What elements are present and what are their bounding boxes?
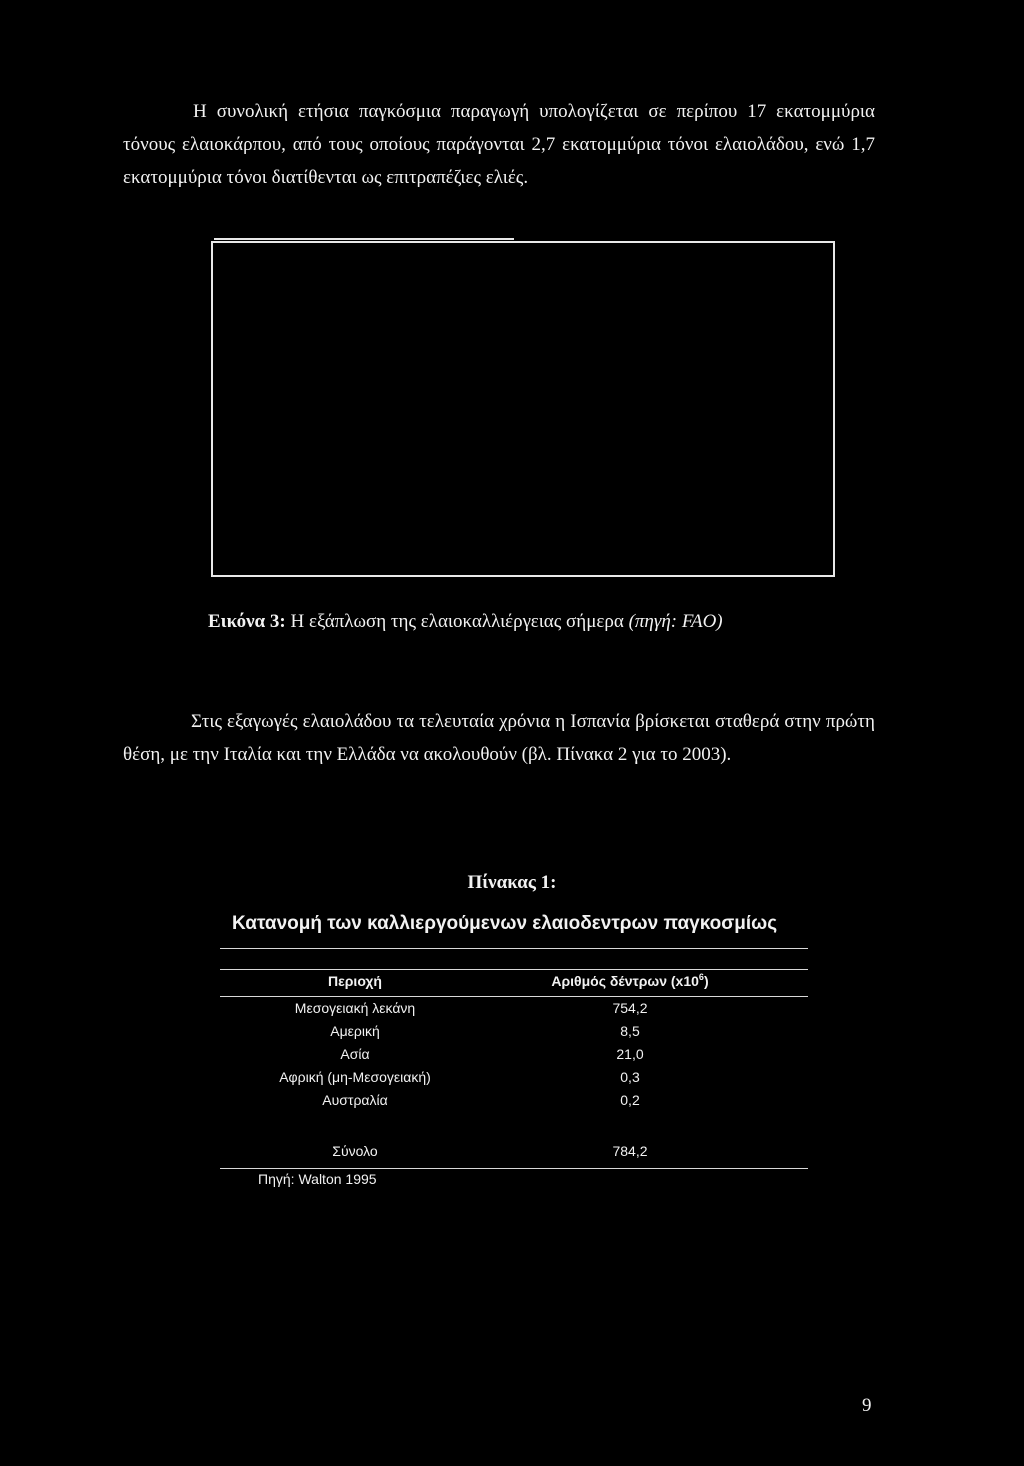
- trees-table: [220, 970, 808, 1163]
- figure-caption-text: Η εξάπλωση της ελαιοκαλλιέργειας σήμερα: [285, 611, 629, 632]
- value-cell: 0,2: [620, 1092, 640, 1108]
- table-total-row: [220, 1140, 808, 1163]
- table-source: Πηγή: Walton 1995: [258, 1171, 377, 1187]
- exports-paragraph: Στις εξαγωγές ελαιολάδου τα τελευταία χρόνια η Ισπανία βρίσκεται σταθερά στην πρώτη θέση, με την Ιταλία και την Ελλάδα να ακολουθούν (βλ. Πίνακα 2 για το 2003).: [123, 711, 875, 765]
- table-row: [220, 1066, 808, 1089]
- figure-caption-label: Εικόνα 3:: [208, 611, 286, 632]
- column-header-region: Περιοχή: [328, 973, 382, 989]
- table-title: Πίνακας 1:: [467, 872, 557, 893]
- page-number: 9: [862, 1395, 872, 1416]
- region-cell: Ασία: [340, 1046, 370, 1062]
- column-header-trees: Αριθμός δέντρων $(x10^6)$: [551, 972, 709, 989]
- table-header-row: [220, 970, 808, 993]
- region-cell: Αυστραλία: [322, 1092, 388, 1108]
- value-cell: 0,3: [620, 1069, 640, 1085]
- total-value: 784,2: [612, 1143, 648, 1159]
- value-cell: 21,0: [616, 1046, 644, 1062]
- table-rule-bottom: [220, 1168, 808, 1169]
- figure-map-placeholder: [211, 241, 835, 577]
- value-cell: 8,5: [620, 1023, 640, 1039]
- region-cell: Αμερική: [330, 1023, 380, 1039]
- table-subtitle: Κατανομή των καλλιεργούμενων ελαιοδεντρων παγκοσμίως: [232, 913, 778, 934]
- table-row: [220, 997, 808, 1020]
- region-cell: Μεσογειακή λεκάνη: [294, 1000, 416, 1016]
- table-rule-under-subtitle: [220, 948, 808, 949]
- value-cell: 754,2: [612, 1000, 648, 1016]
- intro-paragraph: Η συνολική ετήσια παγκόσμια παραγωγή υπολογίζεται σε περίπου 17 εκατομμύρια τόνους ελαιοκάρπου, από τους οποίους παράγονται 2,7 εκατομμύρια τόνοι ελαιολάδου, ενώ 1,7 εκατομμύρια τόνοι διατίθενται ως επιτραπέζιες ελιές.: [123, 101, 875, 188]
- region-cell: Αφρική (μη-Μεσογειακή): [279, 1069, 431, 1085]
- figure-caption: [208, 611, 828, 633]
- table-row: [220, 1043, 808, 1066]
- figure-caption-source: (πηγή: FAO): [628, 611, 723, 632]
- total-label: Σύνολο: [332, 1143, 378, 1159]
- table-row: [220, 1089, 808, 1112]
- table-row: [220, 1020, 808, 1043]
